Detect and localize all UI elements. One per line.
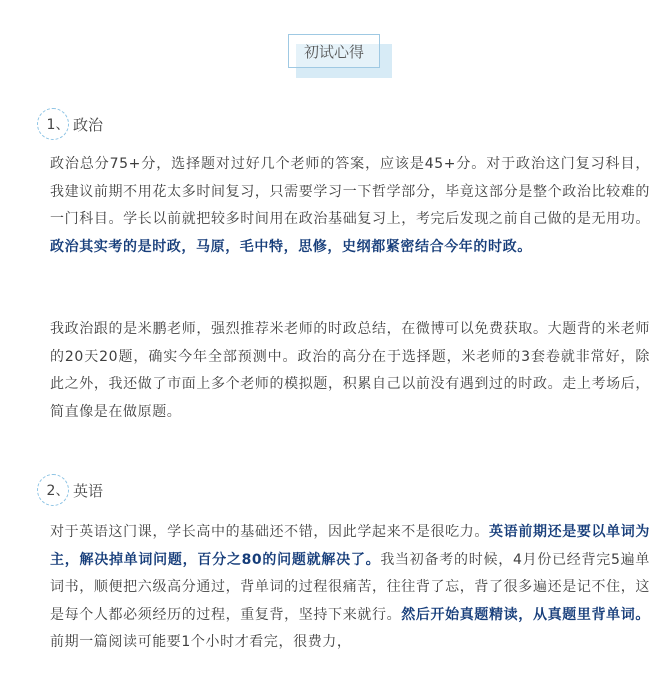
highlight-text: 然后开始真题精读，从真题里背单词。 bbox=[401, 606, 650, 623]
text-run: 政治总分75+分，选择题对过好几个老师的答案，应该是45+分。对于政治这门复习科目，我建议前期不用花太多时间复习，只需要学习一下哲学部分，毕竟这部分是整个政治比较难的一门科目。学长以前就把较多时间用在政治基础复习上，考完后发现之前自己做的是无用功。 bbox=[50, 156, 650, 227]
text-run: 对于英语这门课，学长高中的基础还不错，因此学起来不是很吃力。 bbox=[50, 524, 490, 540]
section-title-box bbox=[288, 34, 392, 76]
section-header-english bbox=[37, 472, 103, 508]
section-number: 2、 bbox=[46, 483, 70, 499]
text-run: 我当初备考的时候，4月份已经背完5遍单词书，顺便把六级高分通过，背单词的过程很痛苦，往往背了忘，背了很多遍还是记不住，这是每个人都必须经历的过程，重复背，坚持下来就行。 bbox=[50, 551, 651, 623]
highlight-text: 政治其实考的是时政，马原，毛中特，思修，史纲都紧密结合今年的时政。 bbox=[50, 238, 532, 255]
section-number-circle bbox=[37, 474, 69, 506]
section-number-circle bbox=[37, 108, 69, 140]
section-header-politics bbox=[37, 106, 103, 142]
section-label: 英语 bbox=[73, 481, 104, 500]
page-title: 初试心得 bbox=[288, 34, 380, 68]
politics-paragraph-2: 我政治跟的是米鹏老师，强烈推荐米老师的时政总结，在微博可以免费获取。大题背的米老师的20天20题，确实今年全部预测中。政治的高分在于选择题，米老师的3套卷就非常好，除此之外，我还做了市面上多个老师的模拟题，积累自己以前没有遇到过的时政。走上考场后，简直像是在做原题。 bbox=[50, 321, 650, 420]
highlight-text: 英语前期还是要以单词为主，解决掉单词问题，百分之80的问题就解决了。 bbox=[50, 524, 650, 568]
english-paragraph-1 bbox=[50, 519, 650, 657]
text-run: 前期一篇阅读可能要1个小时才看完，很费力， bbox=[50, 634, 352, 650]
politics-paragraph-1 bbox=[50, 151, 650, 261]
section-label: 政治 bbox=[73, 115, 104, 134]
section-number: 1、 bbox=[46, 117, 70, 133]
